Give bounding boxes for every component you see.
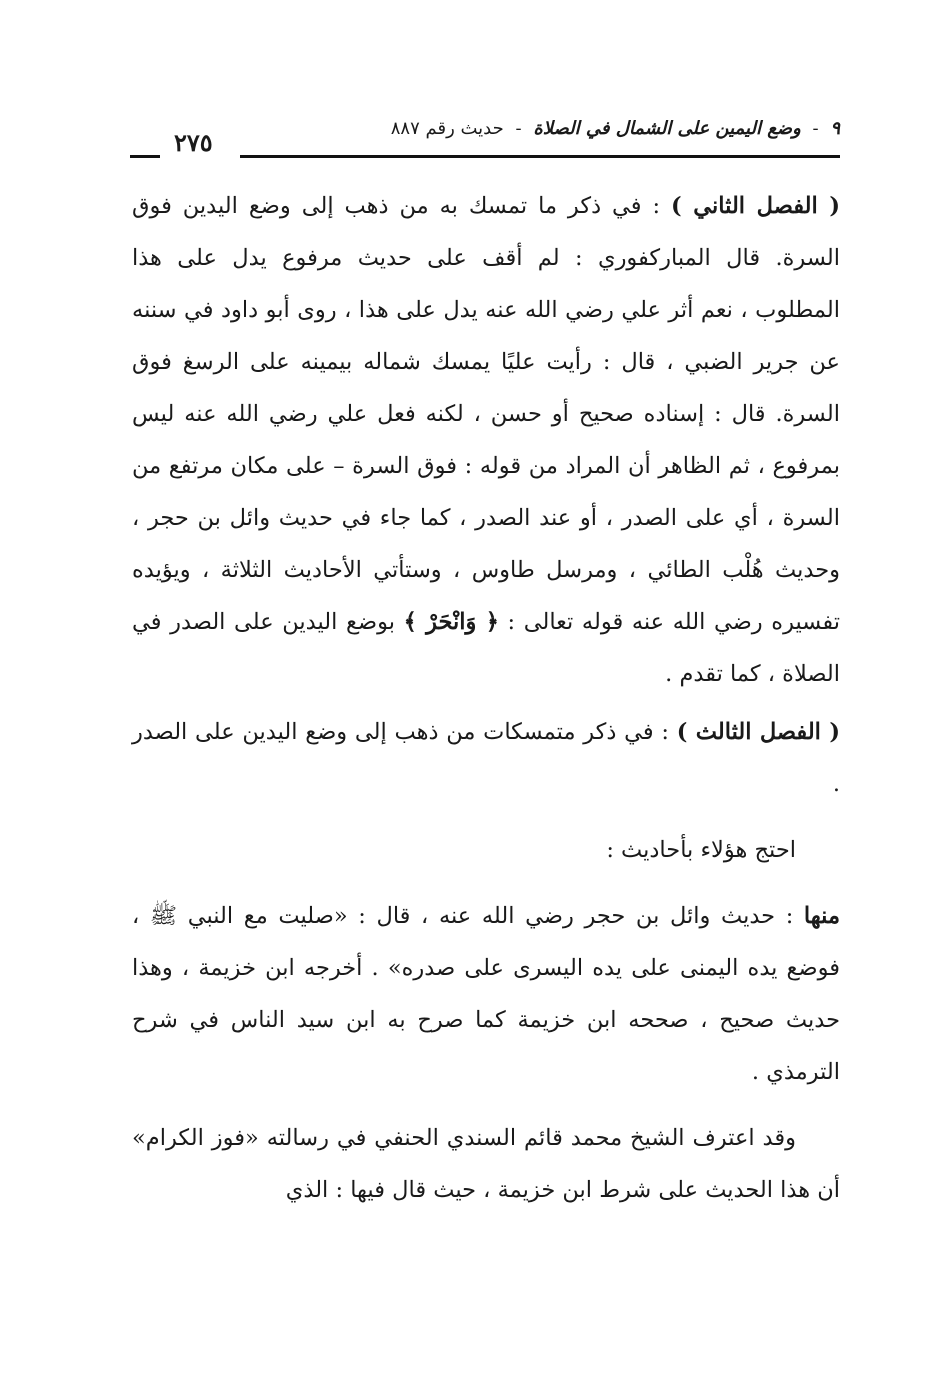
running-header <box>130 118 840 158</box>
chapter-heading-third: ( الفصل الثالث ) <box>676 719 840 745</box>
paragraph-text-end: بوضع اليدين على الصدر في الصلاة ، كما تقدم . <box>132 609 840 687</box>
paragraph-text: : في ذكر ما تمسك به من ذهب إلى وضع اليدين فوق السرة. قال المباركفوري : لم أقف على حديث مرفوع يدل على هذا المطلوب ، نعم أثر علي رضي الله عنه يدل على هذا ، روى أبو داود في سننه عن جرير الضبي ، قال : رأيت عليًا يمسك شماله بيمينه على الرسغ فوق السرة. قال : إسناده صحيح أو حسن ، لكنه فعل علي رضي الله عنه ليس بمرفوع ، ثم الظاهر أن المراد من قوله : فوق السرة – على مكان مرتفع من السرة ، أي على الصدر ، أو عند الصدر ، كما جاء في حديث وائل بن حجر ، وحديث هُلْب الطائي ، ومرسل طاوس ، وستأتي الأحاديث الثلاثة ، ويؤيده تفسيره رضي الله عنه قوله تعالى : <box>132 193 841 635</box>
spacer <box>132 1104 840 1112</box>
section-title: وضع اليمين على الشمال في الصلاة <box>533 118 801 139</box>
minha-heading: منها <box>803 903 840 929</box>
paragraph-text: وقد اعترف الشيخ محمد قائم السندي الحنفي في رسالته «فوز الكرام» أن هذا الحديث على شرط ابن خزيمة ، حيث قال فيها : الذي <box>132 1125 840 1203</box>
chapter-heading-second: ( الفصل الثاني ) <box>671 193 840 219</box>
paragraph-ihtajja <box>132 824 840 876</box>
paragraph-minha <box>132 890 840 1098</box>
paragraph-sindi <box>132 1112 840 1216</box>
paragraph-third-chapter <box>132 706 840 810</box>
header-separator: - <box>515 118 522 139</box>
paragraph-second-chapter <box>132 180 840 700</box>
quran-verse: ﴿ وَانْحَرْ ﴾ <box>403 609 499 635</box>
hadith-reference: حديث رقم ٨٨٧ <box>390 118 504 139</box>
header-left-dash <box>130 155 160 158</box>
paragraph-text: : حديث وائل بن حجر رضي الله عنه ، قال : «صليت مع النبي ﷺ ، فوضع يده اليمنى على يده اليسرى على صدره» . أخرجه ابن خزيمة ، وهذا حديث صحيح ، صححه ابن خزيمة كما صرح به ابن سيد الناس في شرح الترمذي . <box>132 903 840 1085</box>
page-number: ٢٧٥ <box>174 128 213 157</box>
paragraph-text: احتج هؤلاء بأحاديث : <box>606 837 796 863</box>
section-number: ٩ <box>830 118 840 139</box>
paragraph-text: : في ذكر متمسكات من ذهب إلى وضع اليدين على الصدر . <box>132 719 840 797</box>
header-rule <box>240 155 840 158</box>
spacer <box>132 882 840 890</box>
header-dash: - <box>812 118 819 139</box>
page-body <box>132 180 840 1222</box>
header-title <box>391 118 840 139</box>
spacer <box>132 816 840 824</box>
